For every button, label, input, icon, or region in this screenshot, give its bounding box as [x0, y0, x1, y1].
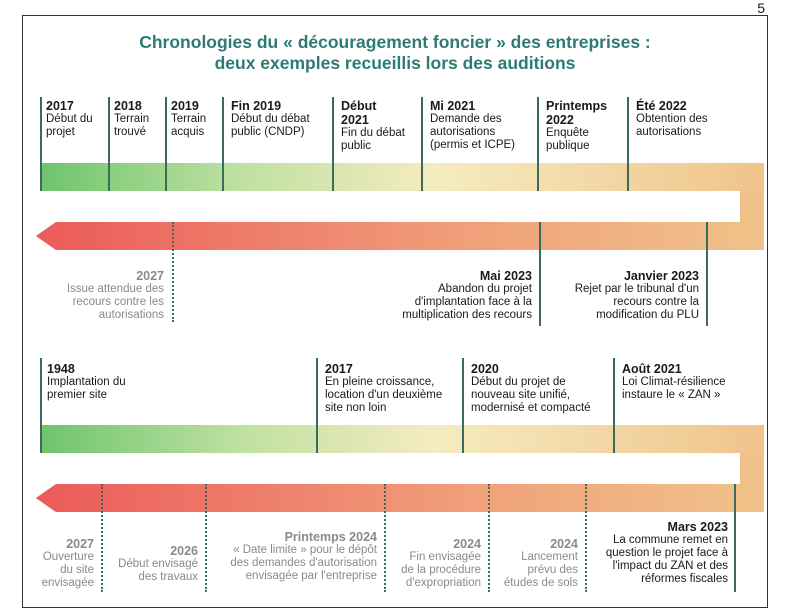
event-2024b — [498, 537, 578, 590]
tick-1948 — [40, 358, 42, 453]
event-desc: Fin envisagée de la procédure d'expropriation — [401, 551, 481, 589]
tick-2027b — [101, 484, 103, 592]
tick-2020 — [462, 358, 464, 453]
event-date: Été 2022 — [636, 99, 687, 113]
event-date: 2018 — [114, 99, 142, 113]
event-date: Janvier 2023 — [623, 269, 699, 283]
tick-2017 — [40, 97, 42, 191]
tick-debut-2021 — [332, 97, 334, 191]
event-date: 2019 — [171, 99, 199, 113]
tick-fin-2019 — [222, 97, 224, 191]
event-desc: Début du débat public (CNDP) — [231, 113, 310, 138]
event-date: 2027 — [136, 269, 164, 283]
event-date: Mars 2023 — [667, 520, 728, 534]
event-2019 — [171, 99, 221, 139]
event-date: 1948 — [47, 362, 75, 376]
tick-2026 — [205, 484, 207, 592]
tick-mars-2023 — [734, 484, 736, 592]
event-date: Fin 2019 — [231, 99, 282, 113]
event-desc: Début du projet de nouveau site unifié, modernisé et compacté — [471, 376, 591, 414]
event-desc: Début du projet — [46, 113, 93, 138]
event-2017b — [325, 362, 455, 415]
event-desc: Ouverture du site envisagée — [41, 551, 94, 589]
event-desc: Terrain acquis — [171, 113, 207, 138]
tick-printemps-2024 — [384, 484, 386, 592]
event-date: Août 2021 — [622, 362, 682, 376]
event-printemps-2024 — [214, 530, 377, 583]
event-2017 — [46, 99, 106, 139]
event-desc: Abandon du projet d'implantation face à la multiplication des recours — [402, 283, 532, 321]
tick-mai-2023 — [539, 222, 541, 326]
tick-2019 — [165, 97, 167, 191]
event-2027b — [30, 537, 94, 590]
tick-2027 — [172, 222, 174, 322]
event-date: 2020 — [471, 362, 499, 376]
event-date: Mi 2021 — [430, 99, 476, 113]
tick-2024b — [585, 484, 587, 592]
tick-aout-2021 — [613, 358, 615, 453]
event-aout-2021 — [622, 362, 747, 402]
event-2020 — [471, 362, 606, 415]
event-desc: Issue attendue des recours contre les autorisations — [66, 283, 164, 321]
event-debut-2021 — [341, 99, 411, 153]
event-desc: Lancement prévu des études de sols — [503, 551, 578, 589]
event-date: Mai 2023 — [479, 269, 532, 283]
event-desc: Loi Climat-résilience instaure le « ZAN » — [622, 376, 726, 401]
event-printemps-2022 — [546, 99, 624, 153]
event-desc: Demande des autorisations (permis et ICPE) — [430, 113, 515, 151]
timeline-1-return — [36, 191, 764, 250]
tick-ete-2022 — [627, 97, 629, 191]
event-date: Printemps 2022 — [546, 99, 608, 127]
event-desc: Terrain trouvé — [114, 113, 150, 138]
title-line-2: deux exemples recueillis lors des auditions — [214, 53, 576, 73]
event-date: Début 2021 — [341, 99, 377, 127]
event-mai-2023 — [386, 269, 532, 322]
event-2024a — [394, 537, 481, 590]
event-desc: En pleine croissance, location d'un deuxième site non loin — [325, 376, 443, 414]
event-date: 2026 — [170, 544, 198, 558]
event-date: 2024 — [453, 537, 481, 551]
page-number: 5 — [757, 0, 765, 16]
event-desc: Rejet par le tribunal d'un recours contre la modification du PLU — [574, 283, 699, 321]
event-mars-2023 — [595, 520, 728, 586]
event-desc: Implantation du premier site — [47, 376, 126, 401]
event-janvier-2023 — [556, 269, 699, 322]
tick-printemps-2022 — [537, 97, 539, 191]
event-2026 — [108, 544, 198, 584]
event-1948 — [47, 362, 167, 402]
event-date: 2024 — [550, 537, 578, 551]
tick-mi-2021 — [421, 97, 423, 191]
event-desc: Fin du débat public — [341, 127, 405, 152]
title-line-1: Chronologies du « découragement foncier » des entreprises : — [139, 32, 651, 52]
tick-2017b — [316, 358, 318, 453]
event-date: Printemps 2024 — [284, 530, 377, 544]
event-fin-2019 — [231, 99, 321, 139]
tick-janvier-2023 — [706, 222, 708, 326]
event-2018 — [114, 99, 164, 139]
event-date: 2017 — [325, 362, 353, 376]
event-desc: La commune remet en question le projet face à l'impact du ZAN et des réformes fiscales — [605, 534, 728, 585]
event-desc: Enquête publique — [546, 127, 590, 152]
timeline-2-return — [36, 453, 764, 512]
event-mi-2021 — [430, 99, 530, 152]
event-desc: Début envisagé des travaux — [118, 558, 198, 583]
event-ete-2022 — [636, 99, 726, 139]
event-desc: Obtention des autorisations — [636, 113, 708, 138]
event-date: 2017 — [46, 99, 74, 113]
tick-2018 — [108, 97, 110, 191]
event-2027 — [54, 269, 164, 322]
event-date: 2027 — [66, 537, 94, 551]
event-desc: « Date limite » pour le dépôt des demandes d'autorisation envisagée par l'entreprise — [230, 544, 377, 582]
tick-2024a — [488, 484, 490, 592]
